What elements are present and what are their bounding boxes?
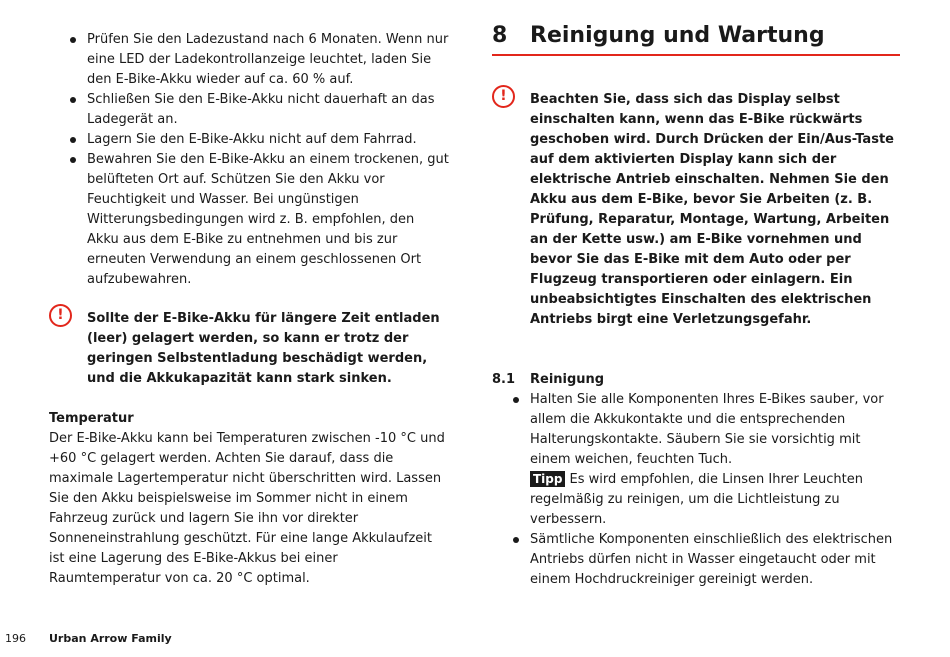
battery-warning bbox=[49, 309, 449, 389]
chapter-number: 8 bbox=[492, 23, 508, 48]
cleaning-bullet-list bbox=[492, 390, 900, 590]
document-title: Urban Arrow Family bbox=[49, 632, 172, 645]
right-column bbox=[492, 0, 900, 590]
tip-badge: Tipp bbox=[530, 471, 565, 487]
tip-text: Es wird empfohlen, die Linsen Ihrer Leuchten regelmäßig zu reinigen, um die Lichtleistung zu verbessern. bbox=[530, 472, 863, 527]
display-warning bbox=[492, 90, 900, 330]
list-item: Prüfen Sie den Ladezustand nach 6 Monaten. Wenn nur eine LED der Ladekontrollanzeige leuchtet, laden Sie den E-Bike-Akku wieder auf ca. 60 % auf. bbox=[49, 30, 449, 90]
list-item: Lagern Sie den E-Bike-Akku nicht auf dem Fahrrad. bbox=[49, 130, 449, 150]
temperature-text: Der E-Bike-Akku kann bei Temperaturen zwischen -10 °C und +60 °C gelagert werden. Achten Sie darauf, dass die maximale Lagertemperatur nicht überschritten wird. Lassen Sie den Akku beispielsweise im Sommer nicht in einem Fahrzeug zurück und lagern Sie ihn vor direkter Sonneneinstrahlung geschützt. Für eine lange Akkulaufzeit ist eine Lagerung des E-Bike-Akkus bei einer Raumtemperatur von ca. 20 °C optimal. bbox=[49, 431, 445, 586]
section-heading bbox=[492, 370, 900, 390]
list-item: Bewahren Sie den E-Bike-Akku an einem trockenen, gut belüfteten Ort auf. Schützen Sie den Akku vor Feuchtigkeit und Wasser. Bei ungünstigen Witterungsbedingungen wird z. B. empfohlen, den Akku aus dem E-Bike zu entnehmen und bis zur erneuten Verwendung an einem geschlossenen Ort aufzubewahren. bbox=[49, 150, 449, 290]
chapter-title: Reinigung und Wartung bbox=[530, 23, 825, 48]
temperature-heading: Temperatur bbox=[49, 411, 134, 426]
list-item: Sämtliche Komponenten einschließlich des elektrischen Antriebs dürfen nicht in Wasser eingetaucht oder mit einem Hochdruckreiniger gereinigt werden. bbox=[492, 530, 900, 590]
warning-icon: ! bbox=[49, 304, 72, 327]
section-title: Reinigung bbox=[530, 372, 605, 387]
list-item: Schließen Sie den E-Bike-Akku nicht dauerhaft an das Ladegerät an. bbox=[49, 90, 449, 130]
storage-bullet-list bbox=[49, 30, 449, 290]
warning-icon: ! bbox=[492, 85, 515, 108]
bullet-text: Halten Sie alle Komponenten Ihres E-Bikes sauber, vor allem die Akkukontakte und die entsprechenden Halterungskontakte. Säubern Sie sie vorsichtig mit einem weichen, feuchten Tuch. bbox=[530, 392, 884, 467]
page-number: 196 bbox=[5, 632, 26, 645]
warning-text: Sollte der E-Bike-Akku für längere Zeit entladen (leer) gelagert werden, so kann er trotz der geringen Selbstentladung beschädigt werden, und die Akkukapazität kann stark sinken. bbox=[87, 311, 440, 386]
left-column bbox=[49, 0, 449, 589]
warning-text: Beachten Sie, dass sich das Display selbst einschalten kann, wenn das E-Bike rückwärts geschoben wird. Durch Drücken der Ein/Aus-Taste auf dem aktivierten Display kann sich der elektrische Antrieb einschalten. Nehmen Sie den Akku aus dem E-Bike, bevor Sie Arbeiten (z. B. Prüfung, Reparatur, Montage, Wartung, Arbeiten an der Kette usw.) am E-Bike vornehmen und bevor Sie das E-Bike mit dem Auto oder per Flugzeug transportieren oder einlagern. Ein unbeabsichtigtes Einschalten des elektrischen Antriebs birgt eine Verletzungsgefahr. bbox=[530, 92, 894, 327]
section-number: 8.1 bbox=[492, 372, 516, 387]
list-item bbox=[492, 390, 900, 530]
